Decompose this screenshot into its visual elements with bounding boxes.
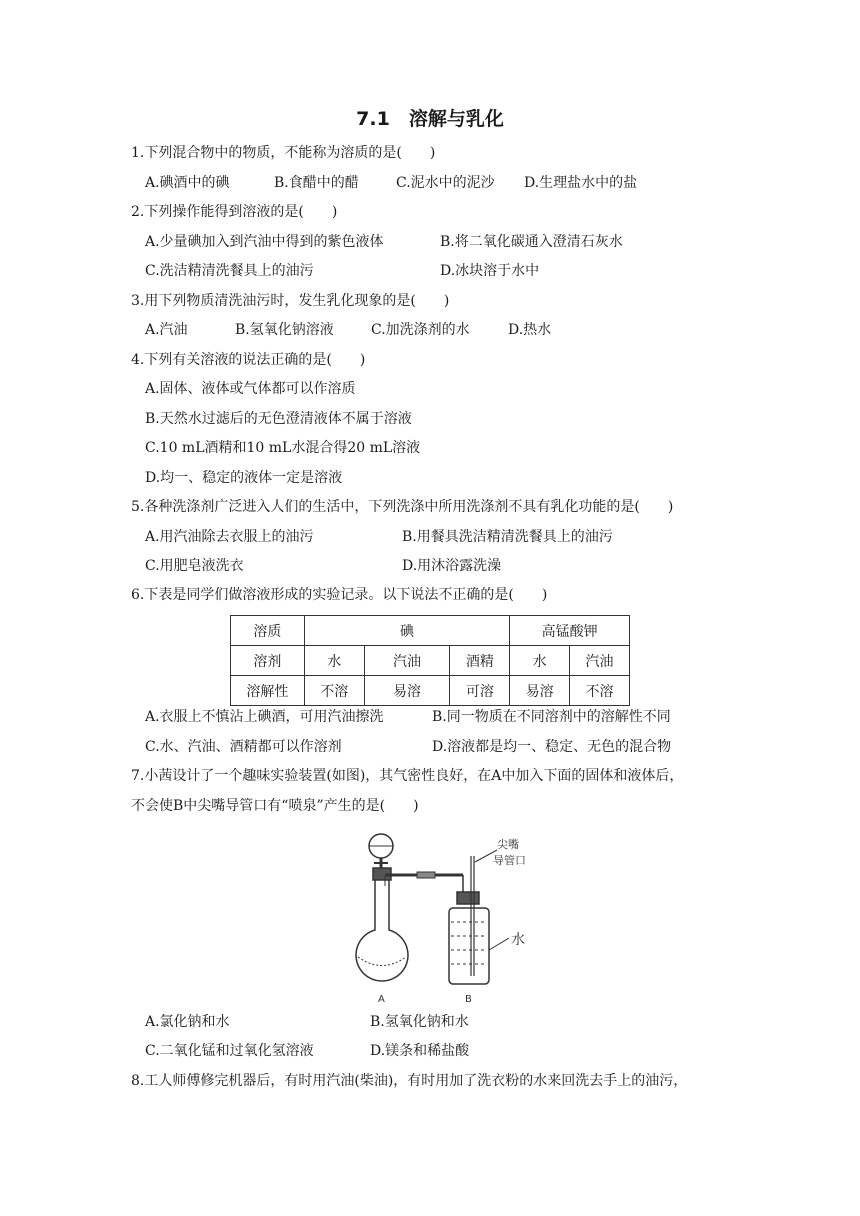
table-cell: 水 [510,646,570,676]
option-a: A.氯化钠和水 [145,1014,230,1030]
question-4-option-b: B.天然水过滤后的无色澄清液体不属于溶液 [145,411,412,427]
option-d: D.热水 [508,322,552,338]
table-row [231,676,630,706]
label-a: A [378,994,385,1004]
option-d: D.冰块溶于水中 [440,263,540,279]
option-b: B.食醋中的醋 [274,175,359,191]
option-a: A.衣服上不慎沾上碘酒，可用汽油擦洗 [145,709,384,725]
question-3-stem: 3.用下列物质清洗油污时，发生乳化现象的是( ) [131,293,450,309]
page-title: 7.1 溶解与乳化 [356,108,504,130]
table-cell: 碘 [304,616,509,646]
question-5-stem: 5.各种洗涤剂广泛进入人们的生活中，下列洗涤中所用洗涤剂不具有乳化功能的是( ) [131,499,674,515]
label-water: 水 [511,932,525,948]
table-cell: 高锰酸钾 [510,616,630,646]
stopper-b [457,892,479,904]
option-c: C.二氧化锰和过氧化氢溶液 [145,1043,314,1059]
question-2-stem: 2.下列操作能得到溶液的是( ) [131,204,338,220]
question-4-stem: 4.下列有关溶液的说法正确的是( ) [131,352,366,368]
question-1-stem: 1.下列混合物中的物质，不能称为溶质的是( ) [131,145,436,161]
table-cell: 溶解性 [231,676,305,706]
option-a: A.碘酒中的碘 [145,175,230,191]
option-a: A.少量碘加入到汽油中得到的紫色液体 [145,234,384,250]
label-nozzle-2: 导管口 [493,854,526,867]
question-7-stem-line2: 不会使B中尖嘴导管口有“喷泉”产生的是( ) [131,798,419,814]
table-cell: 易溶 [510,676,570,706]
label-b: B [465,994,472,1004]
option-c: C.用肥皂液洗衣 [145,558,244,574]
option-d: D.生理盐水中的盐 [524,175,638,191]
apparatus-diagram [345,826,540,1004]
question-4-option-a: A.固体、液体或气体都可以作溶质 [145,381,356,397]
table-cell: 水 [304,646,364,676]
table-cell: 不溶 [304,676,364,706]
question-8-stem: 8.工人师傅修完机器后，有时用汽油(柴油)，有时用加了洗衣粉的水来回洗去手上的油污， [131,1073,688,1089]
option-b: B.氢氧化钠溶液 [235,322,334,338]
question-7-stem-line1: 7.小茜设计了一个趣味实验装置(如图)，其气密性良好，在A中加入下面的固体和液体后， [131,768,684,784]
option-d: D.用沐浴露洗澡 [402,558,502,574]
option-c: C.洗洁精清洗餐具上的油污 [145,263,314,279]
table-cell: 可溶 [450,676,510,706]
option-d: D.溶液都是均一、稳定、无色的混合物 [432,739,672,755]
option-a: A.用汽油除去衣服上的油污 [145,529,314,545]
table-cell: 溶质 [231,616,305,646]
table-cell: 不溶 [570,676,630,706]
table-cell: 易溶 [364,676,450,706]
option-a: A.汽油 [145,322,188,338]
jar-b [449,908,489,984]
table-cell: 汽油 [570,646,630,676]
table-cell: 溶剂 [231,646,305,676]
option-b: B.将二氧化碳通入澄清石灰水 [440,234,623,250]
option-c: C.加洗涤剂的水 [371,322,470,338]
option-c: C.水、汽油、酒精都可以作溶剂 [145,739,342,755]
question-6-stem: 6.下表是同学们做溶液形成的实验记录。以下说法不正确的是( ) [131,587,548,603]
table-cell: 汽油 [364,646,450,676]
option-d: D.镁条和稀盐酸 [370,1043,470,1059]
label-nozzle-1: 尖嘴 [497,838,519,851]
solubility-table [230,615,630,706]
table-row [231,646,630,676]
option-b: B.用餐具洗洁精清洗餐具上的油污 [402,529,613,545]
table-cell: 酒精 [450,646,510,676]
option-c: C.泥水中的泥沙 [396,175,495,191]
option-b: B.同一物质在不同溶剂中的溶解性不同 [432,709,671,725]
question-4-option-c: C.10 mL酒精和10 mL水混合得20 mL溶液 [145,440,421,456]
table-row [231,616,630,646]
question-4-option-d: D.均一、稳定的液体一定是溶液 [145,470,343,486]
option-b: B.氢氧化钠和水 [370,1014,469,1030]
